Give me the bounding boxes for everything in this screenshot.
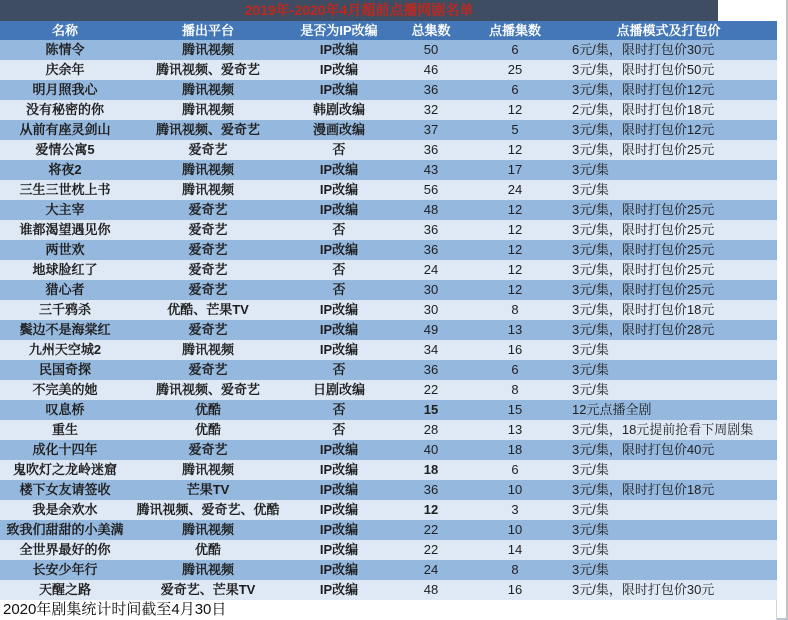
table-cell[interactable]: 14 — [507, 542, 523, 557]
table-cell[interactable]: 腾讯视频 — [181, 102, 234, 117]
table-cell[interactable]: 3元/集，限时打包价25元 — [572, 242, 715, 257]
table-cell[interactable]: 40 — [423, 442, 439, 457]
table-cell[interactable]: 否 — [332, 222, 346, 237]
table-cell[interactable]: 爱情公寓5 — [35, 142, 95, 157]
table-cell[interactable]: 民国奇探 — [38, 362, 91, 377]
table-cell[interactable]: 优酷 — [194, 402, 221, 417]
table-cell[interactable]: 24 — [423, 262, 439, 277]
table-cell[interactable]: 腾讯视频 — [181, 562, 234, 577]
table-cell[interactable]: 叹息桥 — [45, 402, 85, 417]
table-cell[interactable]: 32 — [423, 102, 439, 117]
table-cell[interactable]: 明月照我心 — [32, 82, 98, 97]
table-row — [0, 460, 777, 480]
table-cell[interactable]: 3元/集 — [572, 362, 609, 377]
table-cell[interactable]: IP改编 — [319, 522, 359, 537]
table-cell[interactable]: 6元/集，限时打包价30元 — [572, 42, 715, 57]
column-header[interactable]: 是否为IP改编 — [300, 23, 378, 38]
table-cell[interactable]: 3元/集，限时打包价12元 — [572, 82, 715, 97]
table-row — [0, 400, 777, 420]
table-cell[interactable]: 腾讯视频 — [181, 182, 234, 197]
table-cell[interactable]: 17 — [507, 162, 523, 177]
table-cell[interactable]: 12 — [507, 202, 523, 217]
table-cell[interactable]: 否 — [332, 402, 346, 417]
table-row — [0, 440, 777, 460]
table-cell[interactable]: 46 — [423, 62, 439, 77]
table-cell[interactable]: 6 — [511, 462, 519, 477]
table-cell[interactable]: 腾讯视频、爱奇艺 — [155, 382, 260, 397]
table-body — [0, 40, 786, 600]
table-cell[interactable]: 楼下女友请签收 — [19, 482, 111, 497]
table-cell[interactable]: IP改编 — [319, 462, 359, 477]
table-cell[interactable]: 三生三世枕上书 — [19, 182, 111, 197]
table-cell[interactable]: 22 — [423, 382, 439, 397]
table-cell[interactable]: IP改编 — [319, 242, 359, 257]
table-cell[interactable]: 爱奇艺 — [188, 142, 228, 157]
table-cell[interactable]: 22 — [423, 542, 439, 557]
table-cell[interactable]: 48 — [423, 202, 439, 217]
table-cell[interactable]: 3元/集，限时打包价50元 — [572, 62, 715, 77]
table-cell[interactable]: 爱奇艺 — [188, 322, 228, 337]
table-row — [0, 40, 777, 60]
table-row — [0, 420, 777, 440]
table-cell[interactable]: 3元/集，限时打包价25元 — [572, 222, 715, 237]
table-row — [0, 360, 777, 380]
table-cell[interactable]: 3元/集 — [572, 382, 609, 397]
table-row — [0, 240, 777, 260]
table-cell[interactable]: 致我们甜甜的小美满 — [6, 522, 124, 537]
table-cell[interactable]: 3 — [511, 502, 519, 517]
table-cell[interactable]: 爱奇艺 — [188, 282, 228, 297]
table-cell[interactable]: 10 — [507, 522, 523, 537]
table-cell[interactable]: 腾讯视频、爱奇艺 — [155, 62, 260, 77]
table-row — [0, 480, 777, 500]
table-cell[interactable]: 否 — [332, 262, 346, 277]
table-cell[interactable]: 猎心者 — [45, 282, 85, 297]
table-cell[interactable]: 3元/集，限时打包价40元 — [572, 442, 715, 457]
table-row — [0, 540, 777, 560]
table-cell[interactable]: 爱奇艺 — [188, 362, 228, 377]
table-cell[interactable]: IP改编 — [319, 582, 359, 597]
table-cell[interactable]: 43 — [423, 162, 439, 177]
table-cell[interactable]: 鬼吹灯之龙岭迷窟 — [12, 462, 117, 477]
table-cell[interactable]: 谁都渴望遇见你 — [19, 222, 111, 237]
table-cell[interactable]: 否 — [332, 142, 346, 157]
table-cell[interactable]: IP改编 — [319, 342, 359, 357]
table-cell[interactable]: 3元/集 — [572, 162, 609, 177]
table-cell[interactable]: 3元/集 — [572, 462, 609, 477]
table-cell[interactable]: 12 — [507, 242, 523, 257]
table-cell[interactable]: 3元/集，限时打包价18元 — [572, 482, 715, 497]
table-cell[interactable]: 腾讯视频、爱奇艺 — [155, 122, 260, 137]
table-cell[interactable]: 爱奇艺 — [188, 262, 228, 277]
table-cell[interactable]: 否 — [332, 422, 346, 437]
table-cell[interactable]: 3元/集 — [572, 522, 609, 537]
table-cell[interactable]: 6 — [511, 362, 519, 377]
table-cell[interactable]: 3元/集，限时打包价18元 — [572, 302, 715, 317]
table-row — [0, 300, 777, 320]
table-cell[interactable]: 从前有座灵剑山 — [19, 122, 111, 137]
table-cell[interactable]: IP改编 — [319, 302, 359, 317]
table-row — [0, 120, 777, 140]
table-cell[interactable]: 30 — [423, 302, 439, 317]
table-cell[interactable]: 腾讯视频 — [181, 342, 234, 357]
table-cell[interactable]: 3元/集，限时打包价25元 — [572, 262, 715, 277]
table-cell[interactable]: 腾讯视频 — [181, 82, 234, 97]
table-cell[interactable]: 腾讯视频 — [181, 162, 234, 177]
table-cell[interactable]: 15 — [423, 402, 439, 417]
table-cell[interactable]: IP改编 — [319, 182, 359, 197]
table-cell[interactable]: 36 — [423, 482, 439, 497]
table-cell[interactable]: 3元/集，18元提前抢看下周剧集 — [572, 422, 754, 437]
table-cell[interactable]: 优酷、芒果TV — [167, 302, 249, 317]
table-cell[interactable]: 地球脸红了 — [32, 262, 98, 277]
table-cell[interactable]: 漫画改编 — [312, 122, 365, 137]
table-cell[interactable]: 爱奇艺 — [188, 202, 228, 217]
table-cell[interactable]: 陈情令 — [45, 42, 85, 57]
table-cell[interactable]: 13 — [507, 422, 523, 437]
table-cell[interactable]: 8 — [511, 302, 519, 317]
table-row — [0, 520, 777, 540]
table-row — [0, 160, 777, 180]
table-cell[interactable]: 13 — [507, 322, 523, 337]
table-cell[interactable]: 3元/集，限时打包价28元 — [572, 322, 715, 337]
table-cell[interactable]: IP改编 — [319, 482, 359, 497]
table-cell[interactable]: 10 — [507, 482, 523, 497]
table-cell[interactable]: IP改编 — [319, 542, 359, 557]
column-header[interactable]: 总集数 — [411, 23, 451, 38]
table-cell[interactable]: 大主宰 — [45, 202, 85, 217]
table-cell[interactable]: 否 — [332, 362, 346, 377]
table-cell[interactable]: 18 — [423, 462, 439, 477]
table-cell[interactable]: 36 — [423, 222, 439, 237]
table-row — [0, 380, 777, 400]
table-cell[interactable]: 3元/集 — [572, 182, 609, 197]
table-row — [0, 80, 777, 100]
table-cell[interactable]: 3元/集 — [572, 542, 609, 557]
table-cell[interactable]: 15 — [507, 402, 523, 417]
table-cell[interactable]: IP改编 — [319, 82, 359, 97]
table-row — [0, 220, 777, 240]
table-cell[interactable]: 不完美的她 — [32, 382, 98, 397]
column-header[interactable]: 点播集数 — [488, 23, 541, 38]
table-row — [0, 180, 777, 200]
table-cell[interactable]: 37 — [423, 122, 439, 137]
table-cell[interactable]: 3元/集 — [572, 502, 609, 517]
table-cell[interactable]: IP改编 — [319, 62, 359, 77]
table-cell[interactable]: 3元/集，限时打包价30元 — [572, 582, 715, 597]
table-cell[interactable]: 腾讯视频 — [181, 462, 234, 477]
table-cell[interactable]: IP改编 — [319, 442, 359, 457]
table-row — [0, 560, 777, 580]
table-cell[interactable]: 22 — [423, 522, 439, 537]
table-cell[interactable]: 34 — [423, 342, 439, 357]
table-cell[interactable]: 6 — [511, 42, 519, 57]
table-cell[interactable]: 6 — [511, 82, 519, 97]
table-cell[interactable]: 12 — [507, 102, 523, 117]
table-cell[interactable]: 12 — [507, 222, 523, 237]
table-cell[interactable]: 否 — [332, 282, 346, 297]
table-cell[interactable]: 重生 — [51, 422, 78, 437]
table-cell[interactable]: 5 — [511, 122, 519, 137]
table-cell[interactable]: 庆余年 — [45, 62, 85, 77]
table-cell[interactable]: 12 — [507, 282, 523, 297]
table-row — [0, 200, 777, 220]
table-row — [0, 580, 777, 600]
table-cell[interactable]: 36 — [423, 82, 439, 97]
table-cell[interactable]: 3元/集，限时打包价25元 — [572, 142, 715, 157]
column-header[interactable]: 名称 — [51, 23, 78, 38]
table-row — [0, 320, 777, 340]
table-cell[interactable]: 3元/集，限时打包价12元 — [572, 122, 715, 137]
table-cell[interactable]: 优酷 — [194, 422, 221, 437]
table-cell[interactable]: 18 — [507, 442, 523, 457]
table-cell[interactable]: 爱奇艺 — [188, 242, 228, 257]
table-row — [0, 100, 777, 120]
table-cell[interactable]: 3元/集，限时打包价25元 — [572, 202, 715, 217]
table-cell[interactable]: 8 — [511, 382, 519, 397]
table-cell[interactable]: 16 — [507, 582, 523, 597]
table-cell[interactable]: 36 — [423, 142, 439, 157]
table-cell[interactable]: 12 — [507, 142, 523, 157]
table-cell[interactable]: 3元/集 — [572, 562, 609, 577]
table-title[interactable]: 2019年-2020年4月超前点播网剧名单 — [0, 0, 718, 21]
table-cell[interactable]: 三千鸦杀 — [38, 302, 91, 317]
table-cell[interactable]: 3元/集 — [572, 342, 609, 357]
table-cell[interactable]: 12 — [423, 502, 439, 517]
table-cell[interactable]: 腾讯视频、爱奇艺、优酷 — [136, 502, 280, 517]
table-cell[interactable]: 25 — [507, 62, 523, 77]
table-cell[interactable]: 韩剧改编 — [312, 102, 365, 117]
table-row — [0, 140, 777, 160]
table-cell[interactable]: 芒果TV — [186, 482, 230, 497]
table-cell[interactable]: 12 — [507, 262, 523, 277]
table-cell[interactable]: IP改编 — [319, 562, 359, 577]
table-cell[interactable]: 8 — [511, 562, 519, 577]
table-cell[interactable]: 优酷 — [194, 542, 221, 557]
table-cell[interactable]: 爱奇艺 — [188, 222, 228, 237]
table-cell[interactable]: 日剧改编 — [312, 382, 365, 397]
table-cell[interactable]: 爱奇艺、芒果TV — [160, 582, 256, 597]
table-row — [0, 260, 777, 280]
table-row — [0, 340, 777, 360]
table-cell[interactable]: 腾讯视频 — [181, 42, 234, 57]
table-cell[interactable]: 天醒之路 — [38, 582, 91, 597]
table-cell[interactable]: 爱奇艺 — [188, 442, 228, 457]
table-cell[interactable]: 36 — [423, 242, 439, 257]
table-cell[interactable]: IP改编 — [319, 322, 359, 337]
table-row — [0, 60, 777, 80]
table-cell[interactable]: 24 — [423, 562, 439, 577]
table-cell[interactable]: 两世欢 — [45, 242, 85, 257]
table-cell[interactable]: 50 — [423, 42, 439, 57]
table-cell[interactable]: 全世界最好的你 — [19, 542, 111, 557]
table-cell[interactable]: IP改编 — [319, 202, 359, 217]
table-cell[interactable]: 九州天空城2 — [28, 342, 102, 357]
table-header-row — [0, 21, 777, 40]
table-cell[interactable]: 24 — [507, 182, 523, 197]
table-cell[interactable]: 成化十四年 — [32, 442, 98, 457]
footer-note[interactable]: 2020年剧集统计时间截至4月30日 — [0, 600, 777, 620]
table-row — [0, 500, 777, 520]
table-cell[interactable]: 没有秘密的你 — [25, 102, 104, 117]
table-cell[interactable]: 将夜2 — [48, 162, 82, 177]
table-cell[interactable]: IP改编 — [319, 502, 359, 517]
column-header[interactable]: 点播模式及打包价 — [616, 23, 721, 38]
table-cell[interactable]: 56 — [423, 182, 439, 197]
table-cell[interactable]: 48 — [423, 582, 439, 597]
table-cell[interactable]: 2元/集，限时打包价18元 — [572, 102, 715, 117]
table-cell[interactable]: 腾讯视频 — [181, 522, 234, 537]
table-cell[interactable]: IP改编 — [319, 162, 359, 177]
table-cell[interactable]: 鬓边不是海棠红 — [19, 322, 111, 337]
table-cell[interactable]: 12元点播全剧 — [572, 402, 652, 417]
column-header[interactable]: 播出平台 — [181, 23, 234, 38]
table-cell[interactable]: 36 — [423, 362, 439, 377]
table-cell[interactable]: 3元/集，限时打包价25元 — [572, 282, 715, 297]
table-cell[interactable]: 49 — [423, 322, 439, 337]
table-cell[interactable]: 我是余欢水 — [32, 502, 98, 517]
table-cell[interactable]: 30 — [423, 282, 439, 297]
table-cell[interactable]: 16 — [507, 342, 523, 357]
table-cell[interactable]: IP改编 — [319, 42, 359, 57]
table-cell[interactable]: 长安少年行 — [32, 562, 98, 577]
table-row — [0, 280, 777, 300]
table-cell[interactable]: 28 — [423, 422, 439, 437]
